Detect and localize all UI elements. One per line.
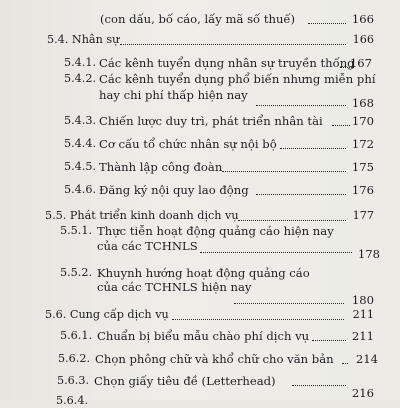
toc-entry-number: 5.5.2.: [60, 266, 93, 279]
toc-page-number: 177: [352, 209, 374, 222]
toc-entry-text: Các kênh tuyển dụng nhân sự truyền thống: [99, 56, 355, 70]
toc-leader-dots: [172, 319, 344, 320]
toc-leader-dots: [256, 105, 346, 106]
toc-leader-dots: [238, 220, 346, 221]
toc-leader-dots: [222, 171, 346, 172]
toc-entry-text: Thực tiễn hoạt động quảng cáo hiện nay: [97, 224, 334, 238]
toc-entry-text: Đăng ký nội quy lao động: [99, 183, 249, 197]
toc-page-number: 211: [351, 329, 374, 343]
toc-page-number: 170: [351, 114, 374, 128]
toc-entry-number: 5.6.3.: [57, 374, 90, 387]
toc-entry-text: Chuẩn bị biểu mẫu chào phí dịch vụ: [97, 329, 310, 343]
toc-entry-text: Khuynh hướng hoạt động quảng cáo: [97, 266, 310, 280]
toc-section-title: 5.6. Cung cấp dịch vụ: [45, 308, 169, 321]
toc-entry-number: 5.4.2.: [64, 72, 97, 85]
toc-entry-number: 5.6.4.: [56, 394, 89, 407]
toc-page-number: 211: [352, 308, 374, 321]
toc-entry-number: 5.6.2.: [58, 352, 91, 365]
toc-entry-number: 5.4.5.: [64, 160, 97, 173]
toc-page-number: 166: [351, 12, 374, 26]
toc-entry-text-line2: hay chi phí thấp hiện nay: [99, 88, 248, 102]
toc-entry-text: Chiến lược duy trì, phát triển nhân tài: [99, 114, 323, 128]
toc-leader-dots: [280, 148, 346, 149]
toc-page-number: 214: [355, 352, 378, 366]
toc-leader-dots: [120, 44, 346, 45]
toc-section-title: 5.5. Phát triển kinh doanh dịch vụ: [45, 209, 239, 222]
toc-entry-number: 5.5.1.: [60, 224, 93, 237]
toc-section-title: 5.4. Nhân sự: [47, 33, 120, 46]
toc-page-number: 175: [351, 160, 374, 174]
toc-entry-text-line2: của các TCHNLS hiện nay: [97, 280, 252, 294]
toc-leader-dots: [200, 252, 352, 253]
toc-page-number: 168: [351, 96, 374, 110]
toc-entry-text: Các kênh tuyển dụng phổ biến nhưng miễn phí: [99, 72, 376, 86]
toc-entry-text: (con dấu, bố cáo, lấy mã số thuế): [100, 12, 296, 26]
toc-page-number: 216: [351, 386, 374, 400]
toc-entry-number: 5.6.1.: [60, 329, 93, 342]
toc-page-number: 172: [351, 137, 374, 151]
toc-entry-text-line2: của các TCHNLS: [97, 239, 198, 253]
toc-entry-number: 5.4.3.: [64, 114, 97, 127]
toc-leader-dots: [256, 194, 346, 195]
toc-leader-dots: [308, 23, 346, 24]
toc-entry-number: 5.4.4.: [64, 137, 97, 150]
toc-page-number: 167: [349, 56, 372, 70]
toc-page-number: 166: [352, 33, 374, 46]
toc-page-number: 180: [351, 293, 374, 307]
toc-page-number: 176: [351, 183, 374, 197]
toc-entry-number: 5.4.1.: [64, 56, 97, 69]
toc-leader-dots: [234, 303, 344, 304]
toc-entry-text: Cơ cấu tổ chức nhân sự nội bộ: [99, 137, 277, 151]
toc-page-number: 178: [357, 247, 380, 261]
toc-entry-text: Thành lập công đoàn: [99, 160, 223, 174]
toc-entry-text: Chọn phông chữ và khổ chữ cho văn bản: [95, 352, 334, 366]
toc-entry-text: Chọn giấy tiêu đề (Letterhead): [94, 374, 276, 388]
toc-leader-dots: [312, 340, 346, 341]
toc-entry-number: 5.4.6.: [64, 183, 97, 196]
toc-leader-dots: [292, 385, 346, 386]
